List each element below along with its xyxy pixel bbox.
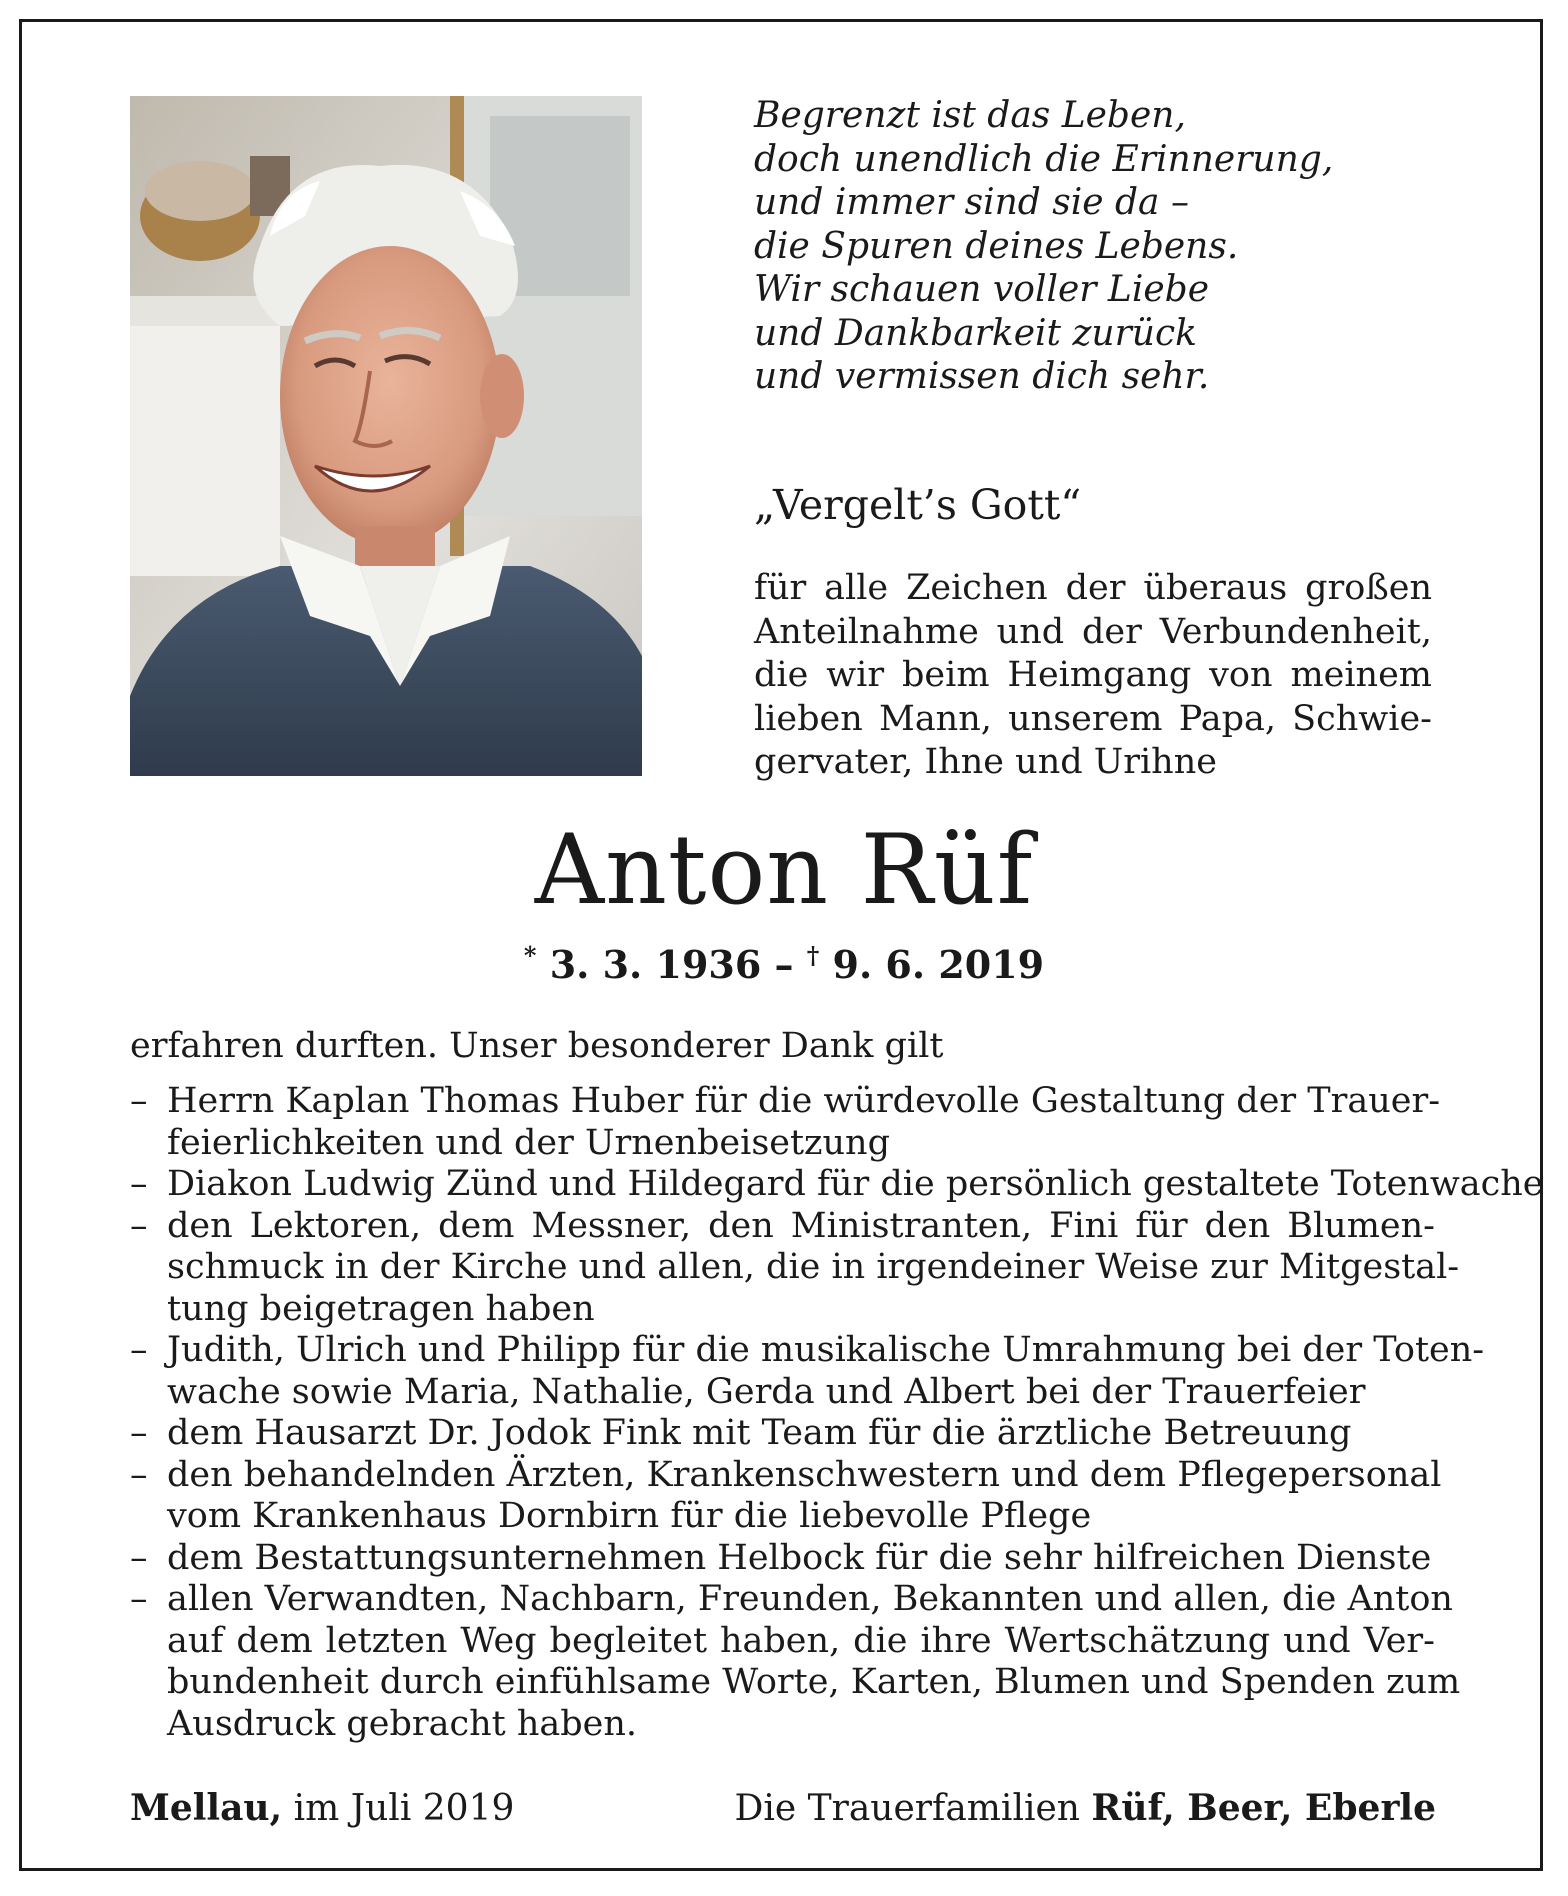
portrait-photo [130,96,642,776]
dash-bullet: – [130,1205,148,1246]
poem-line: und Dankbarkeit zurück [754,312,1197,354]
dash-bullet: – [130,1081,148,1121]
footer-families-prefix: Die Trauerfamilien [734,1788,1080,1829]
list-item-line: schmuck in der Kirche und allen, die in irgendeiner Weise zur Mitgestal- [167,1247,1460,1287]
poem-line: Begrenzt ist das Leben, [754,95,1186,136]
list-item-line: vom Krankenhaus Dornbirn für die liebevolle Pflege [167,1496,1092,1536]
list-item-line: dem Hausarzt Dr. Jodok Fink mit Team für die ärztliche Betreuung [167,1413,1352,1453]
list-item-line: dem Bestattungsunternehmen Helbock für die sehr hilfreichen Dienste [167,1537,1432,1578]
birth-mark: * [523,941,537,970]
dash-bullet: – [130,1164,148,1204]
birth-date: 3. 3. 1936 [549,942,762,987]
date-separator: – [774,942,794,987]
list-item [130,1413,1435,1455]
life-dates [0,940,1568,990]
list-item-line: den behandelnden Ärzten, Krankenschwestern und dem Pflegepersonal [167,1454,1442,1495]
list-item [130,1081,1441,1164]
poem-line: die Spuren deines Lebens. [754,225,1239,267]
list-item-line: Ausdruck gebracht haben. [167,1703,638,1744]
list-item-line: Herrn Kaplan Thomas Huber für die würdevolle Gestaltung der Trauer- [167,1081,1441,1121]
list-item-line: allen Verwandten, Nachbarn, Freunden, Bekannten und allen, die Anton [167,1579,1453,1619]
list-item-line: wache sowie Maria, Nathalie, Gerda und Albert bei der Trauerfeier [167,1371,1366,1412]
list-item-line: tung beigetragen haben [167,1288,595,1329]
dash-bullet: – [130,1454,148,1495]
poem [754,94,1454,399]
intro-line: lieben Mann, unserem Papa, Schwie- [754,698,1432,739]
deceased-name: Anton Rüf [534,814,1034,926]
dash-bullet: – [130,1413,148,1453]
footer-place: Mellau, [130,1787,283,1829]
poem-line: Wir schauen voller Liebe [754,269,1210,310]
dash-bullet: – [130,1537,148,1578]
death-mark: † [806,941,820,970]
footer-families-names: Rüf, Beer, Eberle [1091,1787,1436,1829]
footer-place-date [130,1785,514,1832]
poem-line: doch unendlich die Erinnerung, [754,138,1334,180]
intro-line: gervater, Ihne und Urihne [754,742,1217,782]
list-item [130,1454,1442,1538]
portrait-illustration [130,96,642,776]
list-item-line: bundenheit durch einfühlsame Worte, Karten, Blumen und Spenden zum [167,1662,1461,1702]
intro-paragraph [754,567,1432,785]
list-item [130,1205,1460,1331]
dash-bullet: – [130,1330,148,1370]
list-item [130,1164,1544,1206]
dash-bullet: – [130,1579,148,1619]
footer-families [735,1785,1437,1832]
list-item-line: Diakon Ludwig Zünd und Hildegard für die persönlich gestaltete Totenwache [167,1164,1544,1204]
poem-line: und vermissen dich sehr. [754,356,1210,397]
intro-line: für alle Zeichen der überaus großen [754,568,1432,608]
poem-line: und immer sind sie da – [754,182,1189,223]
thanks-list [130,1081,1544,1745]
intro-line: die wir beim Heimgang von meinem [754,655,1432,695]
list-item [130,1330,1485,1413]
list-item [130,1579,1461,1745]
intro-line: Anteilnahme und der Verbundenheit, [754,611,1432,652]
footer-date: im Juli 2019 [293,1788,515,1829]
list-item-line: feierlichkeiten und der Urnenbeisetzung [167,1122,890,1163]
thanks-heading: „Vergelt’s Gott“ [754,481,1082,529]
list-item-line: Judith, Ulrich und Philipp für die musikalische Umrahmung bei der Toten- [167,1330,1485,1370]
list-item-line: den Lektoren, dem Messner, den Ministranten, Fini für den Blumen- [167,1205,1435,1246]
list-item-line: auf dem letzten Weg begleitet haben, die ihre Wertschätzung und Ver- [167,1620,1435,1661]
lead-text: erfahren durften. Unser besonderer Dank gilt [130,1026,944,1066]
death-date: 9. 6. 2019 [832,942,1045,987]
list-item [130,1538,1435,1580]
